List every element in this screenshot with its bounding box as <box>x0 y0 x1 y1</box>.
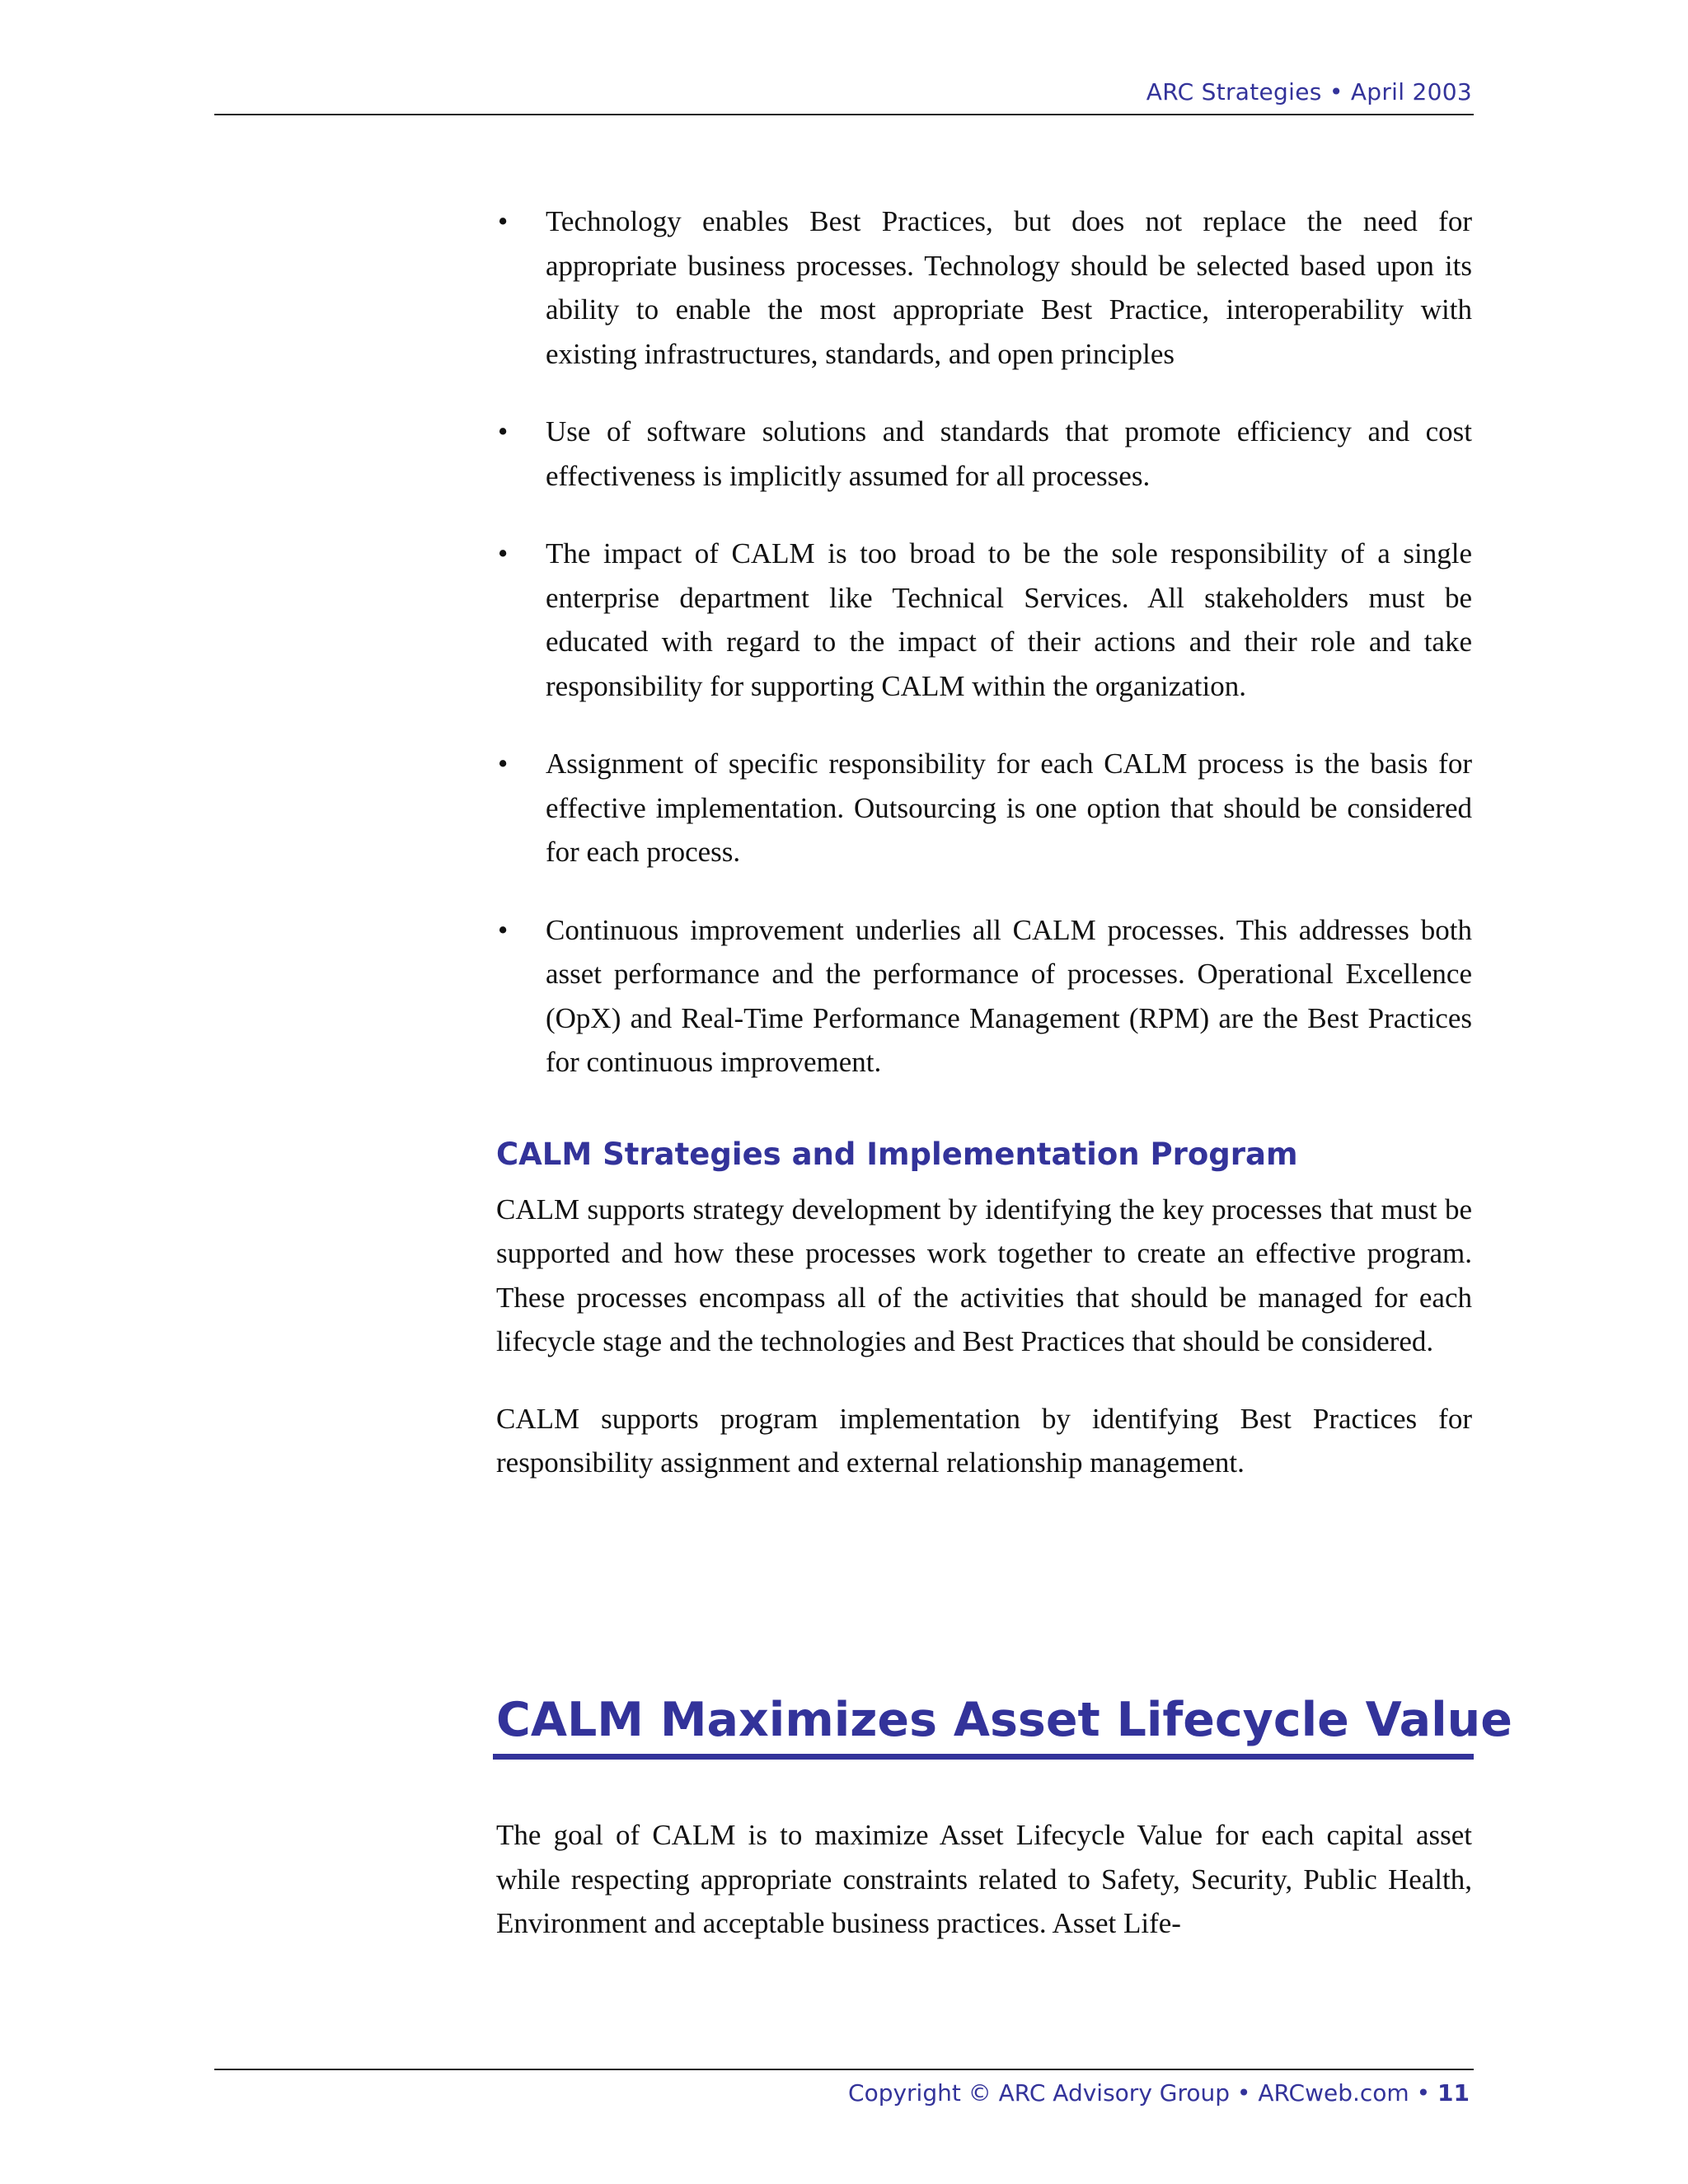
footer-rule <box>214 2069 1474 2070</box>
bullet-item <box>496 532 1472 708</box>
page-number: 11 <box>1437 2079 1470 2107</box>
bullet-icon: • <box>498 913 509 946</box>
section-title-rule <box>493 1754 1474 1760</box>
bullet-text: Use of software solutions and standards that promote efficiency and cost effectiveness is implicitly assumed for all processes. <box>546 415 1472 492</box>
bullet-icon: • <box>498 415 509 448</box>
bullet-icon: • <box>498 537 509 569</box>
running-footer <box>848 2079 1470 2107</box>
subsection-paragraph: CALM supports strategy development by identifying the key processes that must be supported and how these processes work together to create an effective program. These processes encompass all of the activities that should be managed for each lifecycle stage and the technologies and Best Practices that should be considered. <box>496 1193 1472 1357</box>
section-body-paragraph: The goal of CALM is to maximize Asset Lifecycle Value for each capital asset while respecting appropriate constraints related to Safety, Security, Public Health, Environment and acceptable business practices. Asset Life- <box>496 1819 1472 1939</box>
subsection-paragraph: CALM supports program implementation by identifying Best Practices for responsibility assignment and external relationship management. <box>496 1402 1472 1479</box>
bullet-item <box>496 742 1472 874</box>
footer-copyright: Copyright © ARC Advisory Group • ARCweb.com • <box>848 2079 1438 2107</box>
bullet-text: Assignment of specific responsibility for each CALM process is the basis for effective implementation. Outsourcing is one option that should be considered for each process. <box>546 748 1472 868</box>
running-header: ARC Strategies • April 2003 <box>1146 78 1472 105</box>
section-title: CALM Maximizes Asset Lifecycle Value <box>496 1693 1512 1747</box>
bullet-text: Continuous improvement underlies all CALM processes. This addresses both asset performance and the performance of processes. Operational Excellence (OpX) and Real-Time Performance Management (RPM) are the Best Practices for continuous improvement. <box>546 913 1472 1078</box>
subsection-heading: CALM Strategies and Implementation Program <box>496 1136 1298 1172</box>
header-rule <box>214 114 1474 115</box>
bullet-icon: • <box>498 205 509 237</box>
bullet-text: The impact of CALM is too broad to be the sole responsibility of a single enterprise department like Technical Services. All stakeholders must be educated with regard to the impact of their actions and their role and take responsibility for supporting CALM within the organization. <box>546 537 1472 702</box>
bullet-icon: • <box>498 748 509 780</box>
bullet-item <box>496 199 1472 376</box>
main-content <box>496 199 1472 1485</box>
bullet-text: Technology enables Best Practices, but does not replace the need for appropriate business processes. Technology should be selected based upon its ability to enable the most appropriate Best Practice, interoperability with existing infrastructures, standards, and open principles <box>546 205 1472 370</box>
bullet-list <box>496 199 1472 1085</box>
bullet-item <box>496 410 1472 498</box>
bullet-item <box>496 908 1472 1085</box>
